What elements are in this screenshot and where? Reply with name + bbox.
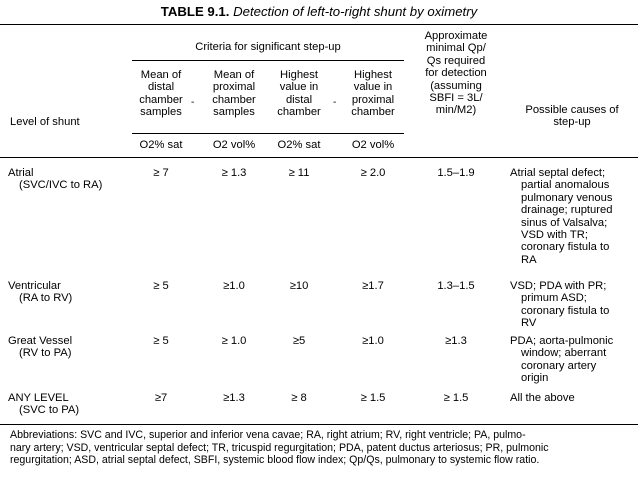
level-name: Atrial <box>8 167 34 179</box>
mean-distal-cell: ≥ 5 <box>153 280 169 292</box>
qp-line: (assuming <box>430 79 482 92</box>
causes-header-line: step-up <box>553 116 591 129</box>
cause-line: All the above <box>510 392 575 404</box>
qp-line: Approximate <box>424 30 488 42</box>
level-cell <box>8 335 72 360</box>
mean-proximal-cell: ≥ 1.3 <box>221 167 247 179</box>
level-cell <box>8 280 72 305</box>
col-b-line: proximal <box>212 81 256 94</box>
col-d-line: value in <box>353 81 393 94</box>
qp-line: Qs required <box>426 54 486 67</box>
footnote-line: regurgitation; ASD, atrial septal defect, SBFI, systemic blood flow index; Qp/Qs, pulmonary to systemic flow ratio. <box>10 454 540 467</box>
col-c-header <box>270 69 328 119</box>
header-dash: - <box>333 97 337 108</box>
qp-qs-cell: ≥1.3 <box>445 335 467 347</box>
cause-line: partial anomalous <box>521 179 610 192</box>
highest-proximal-cell: ≥1.0 <box>362 335 384 347</box>
level-col-header: Level of shunt <box>10 116 80 128</box>
cause-line: PDA; aorta-pulmonic <box>510 335 614 347</box>
causes-header-line: Possible causes of <box>525 104 619 116</box>
cause-line: VSD; PDA with PR; <box>510 280 607 292</box>
highest-distal-cell: ≥ 8 <box>291 392 307 404</box>
qp-line: minimal Qp/ <box>426 42 486 55</box>
causes-cell <box>510 335 613 385</box>
mean-distal-cell: ≥ 7 <box>153 167 169 179</box>
level-path: (RV to PA) <box>19 347 72 360</box>
col-a-header <box>132 69 190 119</box>
highest-proximal-cell: ≥ 1.5 <box>360 392 386 404</box>
level-path: (RA to RV) <box>19 292 73 305</box>
cause-line: coronary fistula to <box>521 304 610 317</box>
table-bottom-rule <box>0 424 638 425</box>
header-bottom-rule <box>0 157 638 158</box>
cause-line: origin <box>521 372 549 385</box>
header-dash: - <box>191 97 195 108</box>
col-d-line: chamber <box>351 106 395 119</box>
causes-cell <box>510 392 575 404</box>
qp-qs-header <box>410 30 502 117</box>
cause-line: drainage; ruptured <box>521 204 613 217</box>
cause-line: coronary artery <box>521 359 597 372</box>
table-number: TABLE 9.1. <box>160 4 230 19</box>
col-a-line: Mean of <box>140 69 182 81</box>
col-d-line: proximal <box>351 93 395 106</box>
col-b-line: Mean of <box>213 69 255 81</box>
criteria-group-underline <box>132 60 404 61</box>
cause-line: pulmonary venous <box>521 191 613 204</box>
col-c-line: value in <box>279 81 319 94</box>
unit-a: O2% sat <box>139 139 183 151</box>
mean-proximal-cell: ≥1.3 <box>223 392 245 404</box>
qp-line: for detection <box>425 67 487 80</box>
col-a-line: samples <box>140 106 182 119</box>
unit-b: O2 vol% <box>212 139 256 151</box>
cause-line: primum ASD; <box>521 292 587 305</box>
abbreviations-footnote <box>10 429 632 467</box>
highest-distal-cell: ≥ 11 <box>288 167 310 179</box>
col-c-line: distal <box>285 93 313 106</box>
top-rule <box>0 24 638 25</box>
cause-line: sinus of Valsalva; <box>521 216 608 229</box>
highest-distal-cell: ≥5 <box>292 335 306 347</box>
level-name: Ventricular <box>8 280 61 292</box>
col-a-line: distal <box>147 81 175 94</box>
qp-line: min/M2) <box>435 104 477 117</box>
col-a-line: chamber <box>139 93 183 106</box>
level-path: (SVC to PA) <box>19 404 80 417</box>
level-path: (SVC/IVC to RA) <box>19 179 103 192</box>
highest-proximal-cell: ≥1.7 <box>362 280 384 292</box>
level-name: Great Vessel <box>8 335 73 347</box>
cause-line: RA <box>521 253 537 266</box>
footnote-line: nary artery; VSD, ventricular septal defect; TR, tricuspid regurgitation; PDA, patent ductus arteriosus; PR, pulmonic <box>10 441 549 454</box>
cause-line: window; aberrant <box>521 347 607 360</box>
qp-line: SBFI = 3L/ <box>429 92 483 105</box>
col-d-line: Highest <box>354 69 392 81</box>
mean-proximal-cell: ≥1.0 <box>223 280 245 292</box>
mean-proximal-cell: ≥ 1.0 <box>221 335 247 347</box>
qp-qs-cell: 1.3–1.5 <box>437 280 475 292</box>
col-b-line: chamber <box>212 93 256 106</box>
table-title <box>0 4 638 20</box>
level-cell <box>8 167 102 192</box>
footnote-line: Abbreviations: SVC and IVC, superior and inferior vena cavae; RA, right atrium; RV, right ventricle; PA, pulmo- <box>10 429 526 441</box>
highest-distal-cell: ≥10 <box>289 280 309 292</box>
qp-qs-cell: 1.5–1.9 <box>437 167 475 179</box>
qp-qs-cell: ≥ 1.5 <box>443 392 469 404</box>
cause-line: Atrial septal defect; <box>510 167 606 179</box>
units-rule <box>132 133 404 134</box>
col-b-header <box>200 69 268 119</box>
causes-col-header <box>510 104 634 129</box>
cause-line: RV <box>521 317 537 330</box>
mean-distal-cell: ≥7 <box>154 392 168 404</box>
causes-cell <box>510 280 609 330</box>
unit-d: O2 vol% <box>351 139 395 151</box>
causes-cell <box>510 167 612 266</box>
table-caption: Detection of left-to-right shunt by oximetry <box>233 4 478 19</box>
col-b-line: samples <box>213 106 255 119</box>
cause-line: VSD with TR; <box>521 229 588 242</box>
col-c-line: chamber <box>277 106 321 119</box>
mean-distal-cell: ≥ 5 <box>153 335 169 347</box>
level-name: ANY LEVEL <box>8 392 69 404</box>
col-c-line: Highest <box>280 69 318 81</box>
level-cell <box>8 392 79 417</box>
unit-c: O2% sat <box>277 139 321 151</box>
cause-line: coronary fistula to <box>521 241 610 254</box>
highest-proximal-cell: ≥ 2.0 <box>360 167 386 179</box>
criteria-group-header: Criteria for significant step-up <box>195 41 341 53</box>
col-d-header <box>340 69 406 119</box>
